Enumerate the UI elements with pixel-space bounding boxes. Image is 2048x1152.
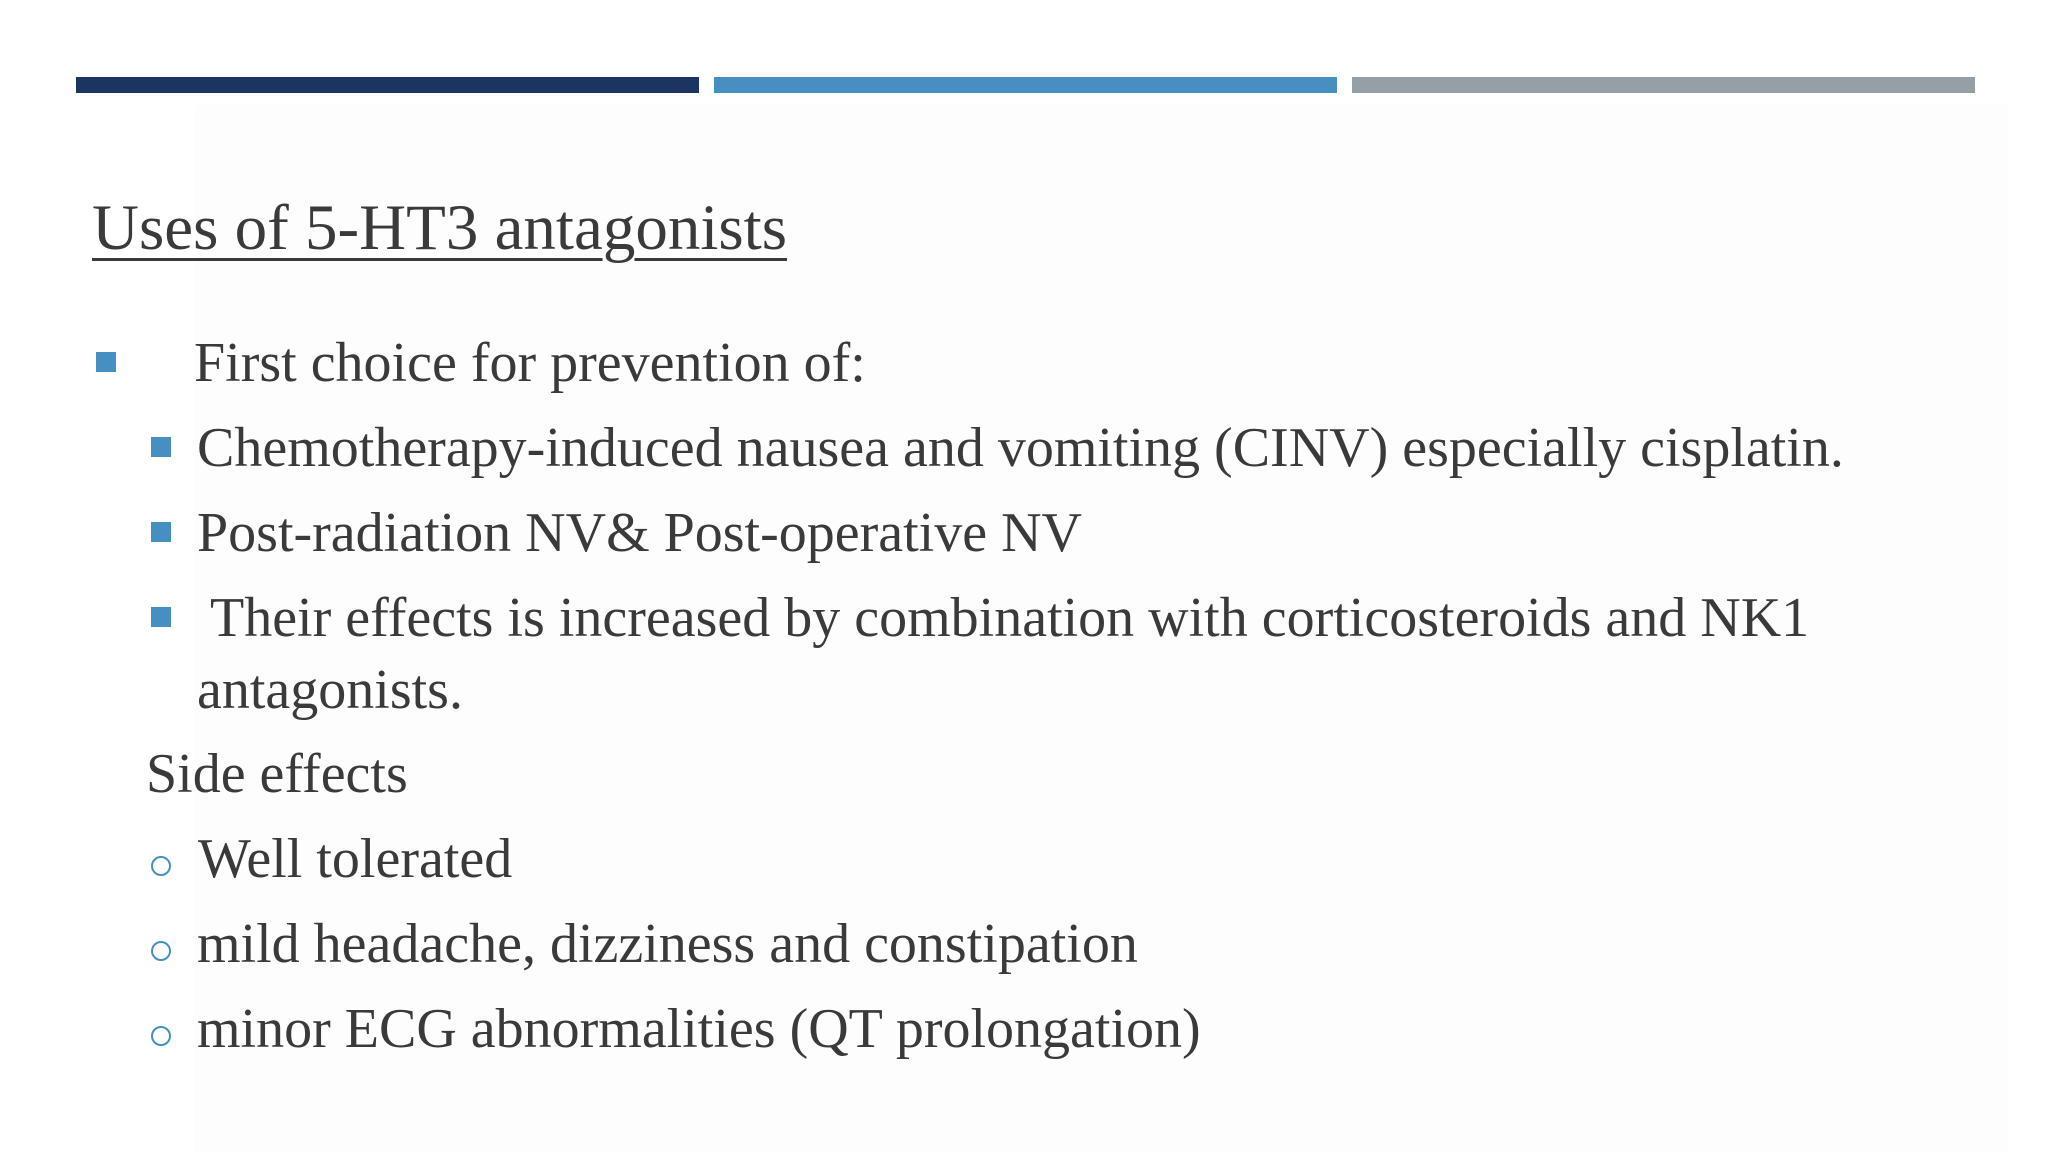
uses-item-combination-line1: Their effects is increased by combination with corticosteroids and NK1 xyxy=(197,587,1810,649)
circle-bullet-icon xyxy=(151,856,171,876)
side-effect-item-ecg: minor ECG abnormalities (QT prolongation) xyxy=(197,998,1201,1060)
side-effect-item-headache: mild headache, dizziness and constipation xyxy=(197,913,1138,975)
square-bullet-icon xyxy=(151,522,171,542)
uses-lead-text: First choice for prevention of: xyxy=(194,332,866,394)
circle-bullet-icon xyxy=(151,941,171,961)
square-bullet-icon xyxy=(151,437,171,457)
uses-item-cinv: Chemotherapy-induced nausea and vomiting (CINV) especially cisplatin. xyxy=(197,417,1844,479)
accent-bar-navy xyxy=(76,77,699,93)
accent-bar-gray xyxy=(1352,77,1975,93)
uses-item-combination-line2: antagonists. xyxy=(197,659,463,721)
circle-bullet-icon xyxy=(151,1026,171,1046)
side-effect-item-tolerated: Well tolerated xyxy=(198,828,513,890)
square-bullet-icon xyxy=(151,607,171,627)
slide-title: Uses of 5-HT3 antagonists xyxy=(92,192,788,264)
side-effects-heading: Side effects xyxy=(146,743,408,805)
uses-item-post-radiation: Post-radiation NV& Post-operative NV xyxy=(197,502,1082,564)
accent-bar-blue xyxy=(714,77,1337,93)
square-bullet-icon xyxy=(96,352,116,372)
